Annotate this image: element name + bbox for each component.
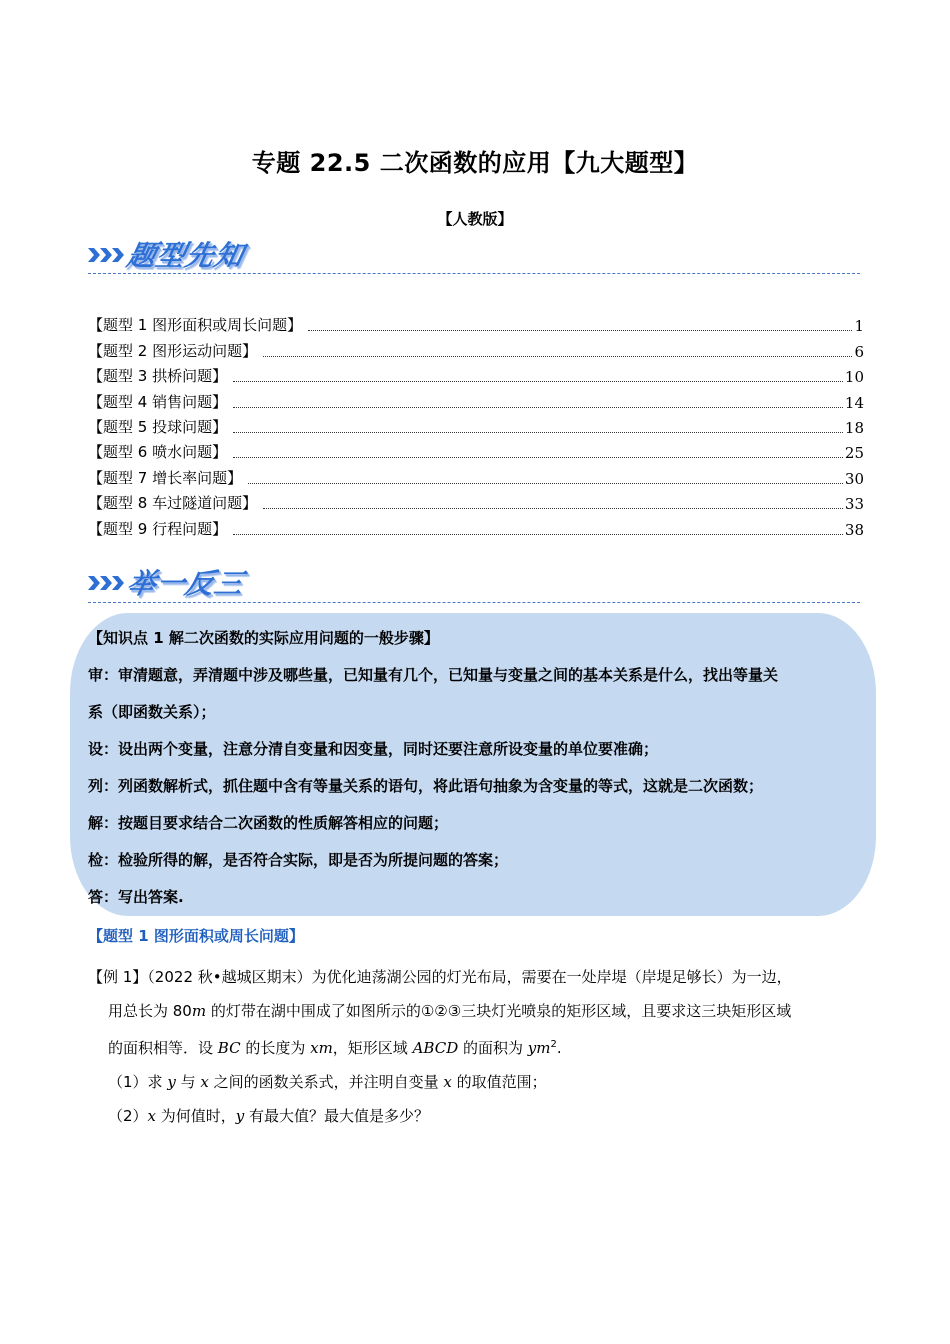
toc-item[interactable] bbox=[88, 310, 864, 335]
knowledge-line: 设：设出两个变量，注意分清自变量和因变量，同时还要注意所设变量的单位要准确； bbox=[88, 740, 659, 758]
toc-item[interactable] bbox=[88, 412, 864, 437]
triple-chevron-icon bbox=[88, 246, 128, 264]
knowledge-line: 检：检验所得的解，是否符合实际，即是否为所提问题的答案； bbox=[88, 851, 509, 869]
toc-item-label: 【题型 4 销售问题】 bbox=[88, 392, 228, 411]
toc-item-page: 1 bbox=[854, 317, 864, 336]
toc-item-label: 【题型 2 图形运动问题】 bbox=[88, 341, 258, 360]
example-line: 的面积相等．设 BC 的长度为 xm，矩形区域 ABCD 的面积为 $ym^2$. bbox=[108, 1039, 562, 1057]
toc-item-label: 【题型 1 图形面积或周长问题】 bbox=[88, 316, 303, 335]
toc-item-page: 10 bbox=[844, 368, 864, 387]
knowledge-line: 列：列函数解析式，抓住题中含有等量关系的语句，将此语句抽象为含变量的等式，这就是二次函数； bbox=[88, 777, 764, 795]
toc-item[interactable] bbox=[88, 361, 864, 386]
toc-item-label: 【题型 5 投球问题】 bbox=[88, 417, 228, 436]
question-type-heading: 【题型 1 图形面积或周长问题】 bbox=[88, 927, 304, 945]
knowledge-heading: 【知识点 1 解二次函数的实际应用问题的一般步骤】 bbox=[88, 629, 439, 647]
toc-item[interactable] bbox=[88, 513, 864, 538]
toc-item[interactable] bbox=[88, 437, 864, 462]
example-1 bbox=[88, 960, 868, 1133]
example-question-1: （1）求 y 与 x 之间的函数关系式，并注明自变量 x 的取值范围； bbox=[108, 1073, 547, 1091]
toc-item-label: 【题型 8 车过隧道问题】 bbox=[88, 494, 258, 513]
table-of-contents bbox=[88, 310, 864, 539]
knowledge-line: 审：审清题意，弄清题中涉及哪些量，已知量有几个，已知量与变量之间的基本关系是什么，找出等量关 bbox=[88, 666, 779, 684]
edition-label: 【人教版】 bbox=[437, 210, 513, 228]
toc-item-label: 【题型 7 增长率问题】 bbox=[88, 468, 243, 487]
knowledge-line: 答：写出答案. bbox=[88, 888, 184, 906]
toc-item-label: 【题型 9 行程问题】 bbox=[88, 519, 228, 538]
toc-item[interactable] bbox=[88, 488, 864, 513]
example-question-2: （2）x 为何值时，y 有最大值？最大值是多少？ bbox=[108, 1107, 430, 1125]
toc-item-page: 33 bbox=[844, 495, 864, 514]
knowledge-content bbox=[88, 620, 868, 916]
banner-practice-text: 举一反三 bbox=[124, 567, 248, 600]
divider bbox=[88, 602, 860, 603]
banner-toc-text: 题型先知 bbox=[124, 239, 248, 272]
toc-item[interactable] bbox=[88, 386, 864, 411]
toc-item-page: 30 bbox=[844, 469, 864, 488]
divider bbox=[88, 273, 860, 274]
toc-item-label: 【题型 6 喷水问题】 bbox=[88, 443, 228, 462]
toc-item[interactable] bbox=[88, 462, 864, 487]
triple-chevron-icon bbox=[88, 574, 128, 592]
example-line: 【例 1】（2022 秋•越城区期末）为优化迪荡湖公园的灯光布局，需要在一处岸堤（岸堤足够长）为一边， bbox=[88, 968, 792, 986]
toc-item-label: 【题型 3 拱桥问题】 bbox=[88, 367, 228, 386]
toc-item-page: 38 bbox=[844, 520, 864, 539]
toc-item-page: 6 bbox=[854, 342, 864, 361]
knowledge-line: 解：按题目要求结合二次函数的性质解答相应的问题； bbox=[88, 814, 449, 832]
example-line: 用总长为 80m 的灯带在湖中围成了如图所示的①②③三块灯光喷泉的矩形区域，且要求这三块矩形区域 bbox=[108, 1002, 792, 1020]
toc-item-page: 18 bbox=[844, 418, 864, 437]
knowledge-line: 系（即函数关系）； bbox=[88, 703, 216, 721]
toc-item-page: 25 bbox=[844, 444, 864, 463]
toc-item-page: 14 bbox=[844, 393, 864, 412]
toc-item[interactable] bbox=[88, 335, 864, 360]
page-title: 专题 22.5 二次函数的应用【九大题型】 bbox=[251, 149, 699, 177]
